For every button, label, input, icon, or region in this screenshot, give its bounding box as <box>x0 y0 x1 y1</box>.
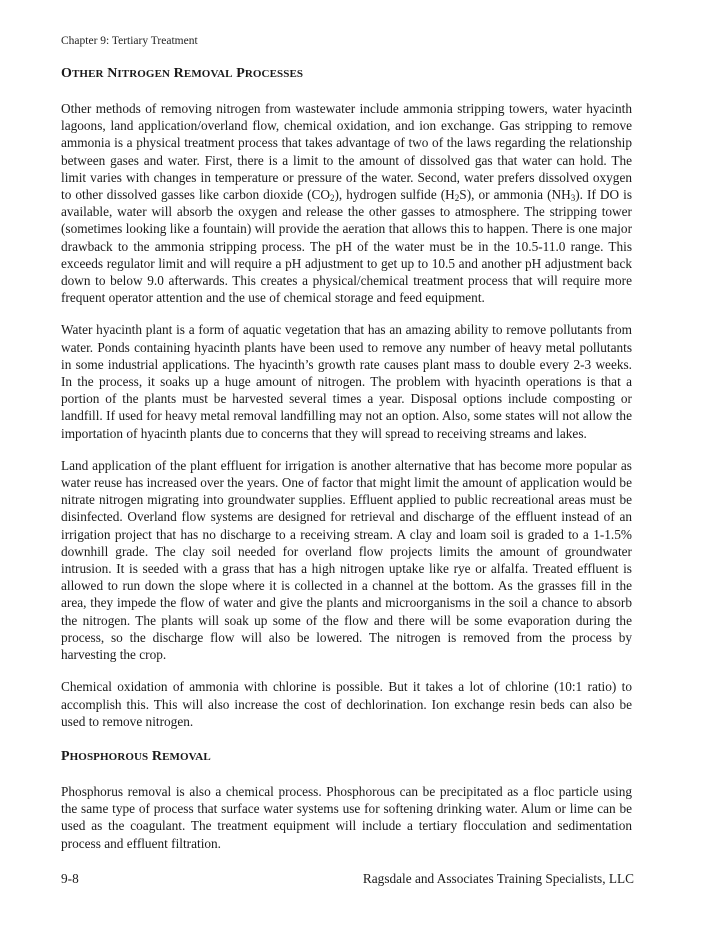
section-heading-other-nitrogen-removal: OTHER NITROGEN REMOVAL PROCESSES <box>61 66 304 81</box>
page-number: 9-8 <box>61 871 79 886</box>
running-header: Chapter 9: Tertiary Treatment <box>61 35 198 47</box>
paragraph-ammonia-stripping: Other methods of removing nitrogen from wastewater include ammonia stripping towers, water hyacinth lagoons, land application/overland flow, chemical oxidation, and ion exchange. Gas stripping to remove ammonia is a physical treatment process that takes advantage of two of the laws regarding the relationship between gases and water. First, there is a limit to the amount of dissolved gas that water can hold. The limit varies with changes in temperature or pressure of the water. Second, water prefers dissolved oxygen to other dissolved gasses like carbon dioxide $(CO_2)$, hydrogen sulfide $(H_2S)$, or ammonia $(NH_3)$. If DO is available, water will absorb the oxygen and release the other gasses to atmosphere. The stripping tower (sometimes looking like a fountain) will provide the aeration that allows this to happen. There is one major drawback to the ammonia stripping process. The pH of the water must be in the 10.5-11.0 range. This exceeds regulator limit and will require a pH adjustment to get up to 10.5 and another pH adjustment back down to below 9.0 afterwards. This creates a physical/chemical treatment process that will require more frequent operator attention and the use of chemical storage and feed equipment. <box>61 101 633 306</box>
publisher-credit: Ragsdale and Associates Training Specialists, LLC <box>362 871 634 886</box>
page-body <box>61 62 632 867</box>
paragraph-phosphorus-removal: Phosphorus removal is also a chemical process. Phosphorous can be precipitated as a floc particle using the same type of process that surface water systems use for softening drinking water. Alum or lime can be used as the coagulant. The treatment equipment will include a tertiary flocculation and sedimentation process and effluent filtration. <box>61 783 632 851</box>
paragraph-chemical-oxidation: Chemical oxidation of ammonia with chlorine is possible. But it takes a lot of chlorine (10:1 ratio) to accomplish this. This will also increase the cost of dechlorination. Ion exchange resin beds can also be used to remove nitrogen. <box>61 679 632 729</box>
paragraph-land-application: Land application of the plant effluent for irrigation is another alternative that has become more popular as water reuse has increased over the years. One of factor that might limit the amount of application would be nitrate nitrogen migrating into groundwater supplies. Effluent applied to public recreational areas must be disinfected. Overland flow systems are designed for retrieval and discharge of the effluent instead of an irrigation project that has no discharge to a receiving stream. A clay and loam soil is graded to a 1-1.5% downhill grade. The clay soil needed for overland flow projects limits the amount of groundwater intrusion. It is seeded with a grass that has a high nitrogen uptake like rye or alfalfa. Treated effluent is allowed to run down the slope where it is collected in a channel at the bottom. As the grasses fill in the area, they impede the flow of water and give the plants and microorganisms in the soil a chance to absorb the nitrogen. The plants will soak up some of the flow and there will be some evaporation during the process, so the discharge flow will also be lowered. The nitrogen is removed from the process by harvesting the crop. <box>61 457 632 663</box>
paragraph-water-hyacinth: Water hyacinth plant is a form of aquatic vegetation that has an amazing ability to remove pollutants from water. Ponds containing hyacinth plants have been used to remove any number of heavy metal pollutants in some industrial applications. The hyacinth’s growth rate causes plant mass to double every 2-3 weeks. In the process, it soaks up a huge amount of nitrogen. The problem with hyacinth operations is that a portion of the plants must be harvested several times a year. Disposal options include composting or landfill. If used for heavy metal removal landfilling may not an option. Also, some states will not allow the importation of hyacinth plants due to concerns that they will spread to receiving streams and lakes. <box>61 322 632 441</box>
page-footer <box>61 871 634 889</box>
section-heading-phosphorous-removal: PHOSPHOROUS REMOVAL <box>61 748 211 764</box>
